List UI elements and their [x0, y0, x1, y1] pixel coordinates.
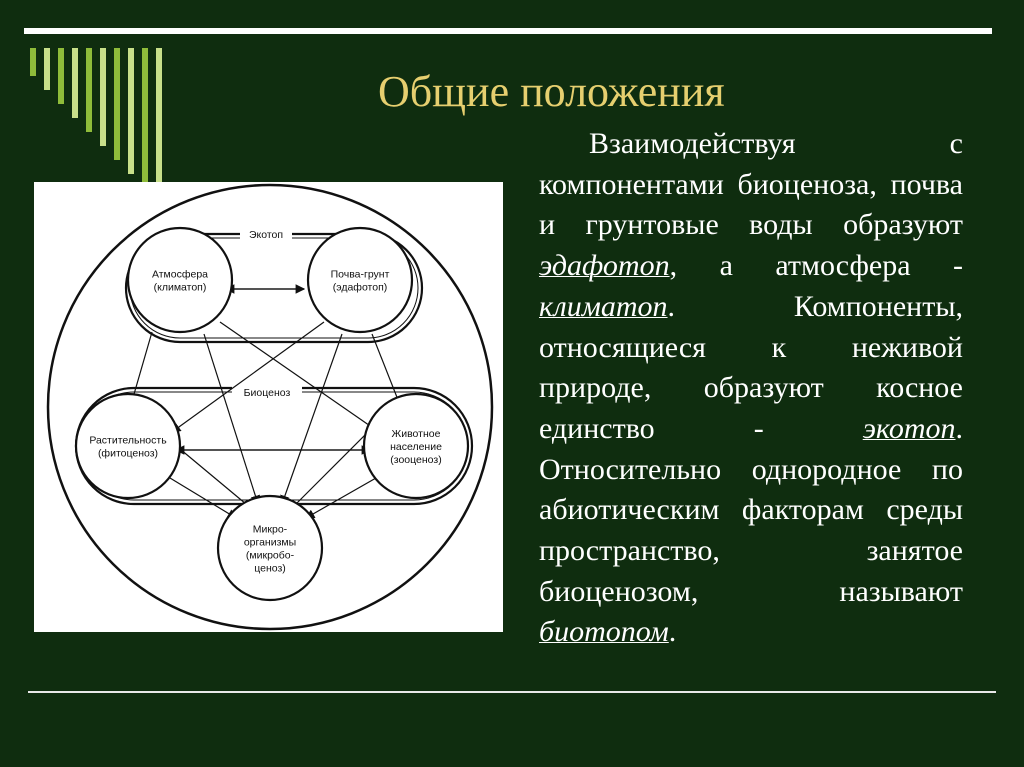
node-label-microbes: ценоз): [254, 562, 286, 575]
stripe: [58, 48, 64, 104]
node-label-animals: (зооценоз): [390, 454, 442, 466]
paragraph-text: , а атмосфера -: [669, 249, 963, 283]
node-label-plants: Растительность: [89, 434, 167, 447]
term-7: биотопом: [539, 615, 669, 649]
node-label-animals: Животное: [391, 428, 441, 440]
stripe: [44, 48, 50, 90]
stripe: [100, 48, 106, 146]
node-label-soil: Почва-грунт: [330, 268, 390, 281]
node-label-atmosphere: (климатоп): [153, 281, 207, 294]
stripe: [142, 48, 148, 188]
node-label-soil: (эдафотоп): [332, 281, 388, 294]
term-5: экотоп: [862, 411, 956, 445]
ecotop-label: Экотоп: [248, 229, 284, 241]
node-label-microbes: (микробо-: [245, 549, 295, 562]
biocenosis-label: Биоценоз: [243, 387, 291, 399]
term-1: эдафотоп: [539, 249, 670, 283]
bottom-rule: [28, 691, 996, 693]
slide-title: Общие положения: [378, 67, 725, 116]
stripe: [30, 48, 36, 76]
stripe: [128, 48, 134, 174]
paragraph-text: Взаимодействуя с компонентами биоценоза, почва и грунтовые воды образуют: [539, 127, 963, 242]
term-3: климатоп: [539, 289, 668, 323]
decorative-stripes: [22, 48, 172, 188]
slide-paragraph: [539, 124, 963, 653]
stripe: [72, 48, 78, 118]
top-rule: [24, 28, 992, 34]
node-label-microbes: Микро-: [252, 523, 288, 536]
paragraph-text: . Компоненты, относящиеся к неживой природе, образуют косное единство -: [539, 289, 963, 445]
node-label-animals: население: [390, 441, 442, 453]
paragraph-text: . Относительно однородное по абиотическим факторам среды пространство, занятое биоценозом, называют: [539, 411, 963, 608]
node-label-atmosphere: Атмосфера: [151, 268, 209, 281]
node-label-microbes: организмы: [243, 536, 297, 549]
node-label-plants: (фитоценоз): [97, 447, 159, 460]
stripe: [156, 48, 162, 188]
paragraph-text: .: [668, 615, 677, 649]
stripe: [114, 48, 120, 160]
stripe: [86, 48, 92, 132]
ecosystem-diagram: [34, 182, 503, 632]
